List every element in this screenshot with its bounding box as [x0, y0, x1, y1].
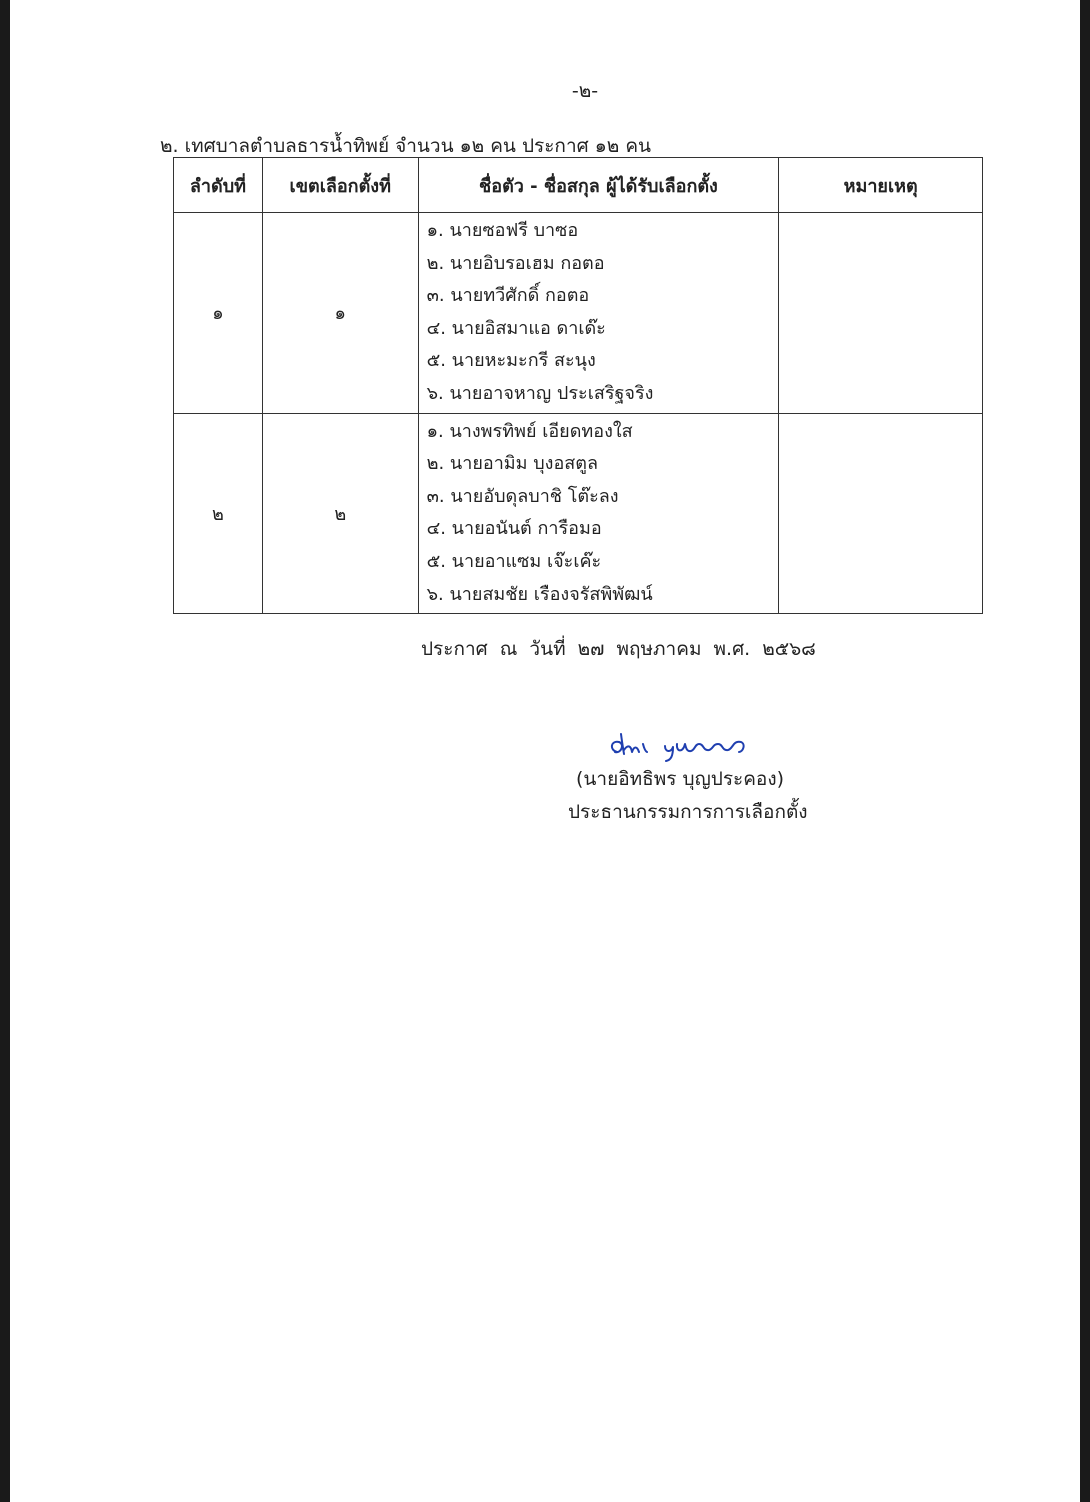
elected-name: ๕. นายอาแซม เจ๊ะเค๊ะ — [426, 550, 602, 572]
row-order-cell: ๑ — [174, 213, 263, 414]
row-note-cell — [779, 413, 983, 614]
elected-name: ๑. นางพรทิพย์ เอียดทองใส — [426, 420, 633, 442]
elected-name: ๕. นายหะมะกรี สะนุง — [426, 350, 596, 372]
page-number: -๒- — [571, 80, 599, 102]
elected-name: ๖. นายอาจหาญ ประเสริฐจริง — [426, 382, 654, 404]
elected-name: ๖. นายสมชัย เรืองจรัสพิพัฒน์ — [426, 583, 653, 605]
table-header-row — [174, 158, 983, 213]
row-district-cell: ๒ — [262, 413, 418, 614]
row-names-cell — [418, 213, 779, 414]
elected-name: ๔. นายอนันต์ การือมอ — [426, 518, 602, 540]
elected-name: ๓. นายอับดุลบาชิ โต๊ะลง — [426, 485, 619, 507]
table-row — [174, 213, 983, 414]
column-header-names: ชื่อตัว - ชื่อสกุล ผู้ได้รับเลือกตั้ง — [418, 158, 779, 213]
signer-name: (นายอิทธิพร บุญประคอง) — [576, 768, 785, 790]
column-header-order: ลำดับที่ — [174, 158, 263, 213]
table-row — [174, 413, 983, 614]
elected-members-table — [173, 157, 983, 614]
column-header-note: หมายเหตุ — [779, 158, 983, 213]
row-names-cell — [418, 413, 779, 614]
section-heading: ๒. เทศบาลตำบลธารน้ำทิพย์ จำนวน ๑๒ คน ประกาศ ๑๒ คน — [160, 135, 652, 157]
row-order-cell: ๒ — [174, 413, 263, 614]
elected-name: ๔. นายอิสมาแอ ดาเด๊ะ — [426, 317, 606, 339]
handwritten-signature — [605, 728, 755, 762]
column-header-district: เขตเลือกตั้งที่ — [262, 158, 418, 213]
elected-name: ๑. นายซอฟรี บาซอ — [426, 220, 579, 241]
signer-title: ประธานกรรมการการเลือกตั้ง — [568, 801, 808, 823]
elected-name: ๒. นายอามิม บุงอสตูล — [426, 453, 598, 475]
elected-name: ๓. นายทวีศักดิ์ กอตอ — [426, 285, 590, 307]
document-page — [10, 0, 1080, 1502]
row-district-cell: ๑ — [262, 213, 418, 414]
announcement-date: ประกาศ ณ วันที่ ๒๗ พฤษภาคม พ.ศ. ๒๕๖๘ — [421, 638, 816, 660]
row-note-cell — [779, 213, 983, 414]
elected-name: ๒. นายอิบรอเฮม กอตอ — [426, 252, 605, 274]
